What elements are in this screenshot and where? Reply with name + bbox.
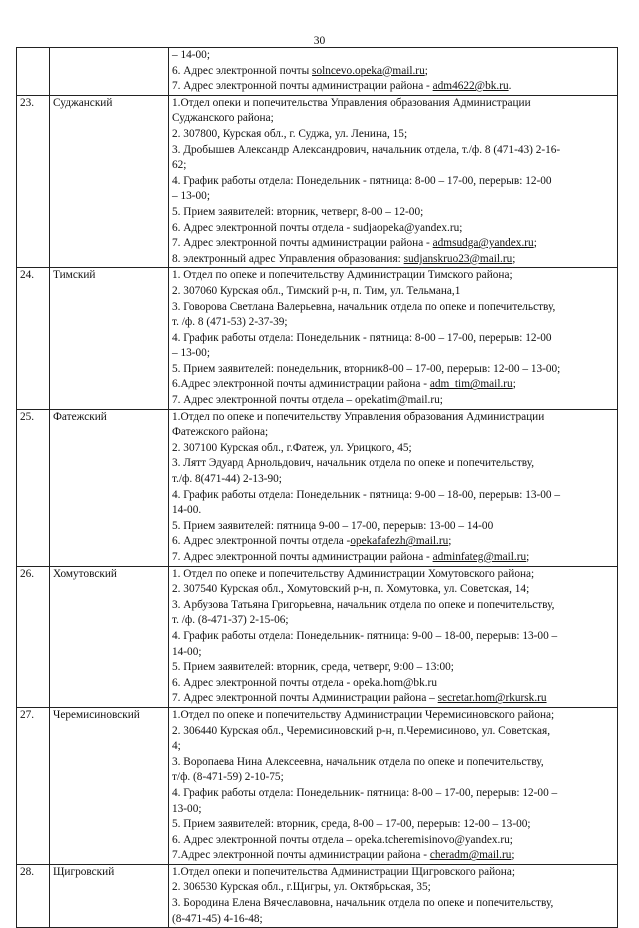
contact-info	[169, 566, 618, 707]
table-row	[17, 409, 618, 566]
info-line-text: 62;	[172, 159, 187, 172]
email-link[interactable]: adminfateg@mail.ru	[432, 551, 527, 563]
email-link[interactable]: opekafafezh@mail.ru	[350, 535, 449, 548]
info-line-text: 13-00;	[172, 802, 202, 815]
info-line-suffix: ;	[511, 849, 515, 862]
info-line-text: 6. Адрес электронной почты отдела - opeka.hom@bk.ru	[172, 676, 437, 689]
row-number: 25.	[17, 409, 50, 566]
info-line-suffix: ;	[424, 64, 428, 77]
info-line	[172, 567, 614, 583]
info-line-text: 2. 306530 Курская обл., г.Щигры, ул. Октябрьская, 35;	[172, 881, 431, 894]
info-line	[172, 300, 614, 316]
info-line	[172, 896, 614, 912]
info-line	[172, 676, 614, 692]
info-line-text: 5. Прием заявителей: понедельник, вторник8-00 – 17-00, перерыв: 12-00 – 13-00;	[172, 362, 561, 375]
info-line-text: Суджанского района;	[172, 112, 274, 125]
info-line-text: т. /ф. (8-471-37) 2-15-06;	[172, 614, 289, 627]
info-line	[172, 629, 614, 645]
contact-info	[169, 268, 618, 409]
districts-table-body	[17, 48, 618, 928]
district-name: Хомутовский	[50, 566, 169, 707]
info-line	[172, 912, 614, 928]
info-line-text: 2. 307800, Курская обл., г. Суджа, ул. Ленина, 15;	[172, 127, 408, 140]
info-line-text: 5. Прием заявителей: вторник, четверг, 8-00 – 12-00;	[172, 205, 424, 218]
row-number: 23.	[17, 95, 50, 268]
info-line-suffix: ;	[526, 551, 530, 563]
info-line	[172, 817, 614, 833]
district-name: Щигровский	[50, 864, 169, 927]
info-line	[172, 410, 614, 426]
info-line-suffix: ;	[512, 378, 516, 391]
info-line-text: Фатежского района;	[172, 426, 269, 439]
contact-info	[169, 409, 618, 566]
table-row	[17, 566, 618, 707]
info-line-text: 2. 307540 Курская обл., Хомутовский р-н, п. Хомутовка, ул. Советская, 14;	[172, 583, 530, 596]
email-link[interactable]: secretar.hom@rkursk.ru	[437, 692, 547, 705]
info-line	[172, 456, 614, 472]
page-number: 30	[313, 35, 326, 47]
row-number	[17, 48, 50, 96]
info-line-text: 14-00.	[172, 504, 202, 517]
info-line-text: 3. Воропаева Нина Алексеевна, начальник отдела по опеке и попечительству,	[172, 755, 544, 768]
district-name: Суджанский	[50, 95, 169, 268]
info-line	[172, 331, 614, 347]
email-link[interactable]: adm_tim@mail.ru	[429, 378, 513, 391]
info-line-text: 4. График работы отдела: Понедельник - пятница: 8-00 – 17-00, перерыв: 12-00	[172, 331, 552, 344]
info-line-text: 4;	[172, 740, 181, 753]
email-link[interactable]: solncevo.opeka@mail.ru	[312, 64, 425, 77]
district-name: Фатежский	[50, 409, 169, 566]
info-line-text: т./ф. 8(471-44) 2-13-90;	[172, 473, 282, 486]
info-line-text: 7. Адрес электронной почты администрации района -	[172, 237, 433, 250]
info-line-text: 14-00;	[172, 645, 202, 658]
table-row	[17, 268, 618, 409]
info-line	[172, 519, 614, 535]
info-line	[172, 550, 614, 566]
info-line	[172, 346, 614, 362]
info-line-text: 2. 306440 Курская обл., Черемисиновский р-н, п.Черемисиново, ул. Советская,	[172, 724, 551, 737]
row-number: 26.	[17, 566, 50, 707]
info-line	[172, 488, 614, 504]
info-line-suffix: ;	[512, 252, 516, 265]
info-line-text: 3. Арбузова Татьяна Григорьевна, начальник отдела по опеке и попечительству,	[172, 598, 555, 611]
info-line-text: 1.Отдел по опеке и попечительству Управления образования Администрации	[172, 410, 545, 423]
info-line-suffix: ;	[533, 237, 537, 250]
info-line	[172, 786, 614, 802]
info-line-text: 1.Отдел опеки и попечительства Администрации Щигровского района;	[172, 865, 515, 878]
info-line	[172, 708, 614, 724]
info-line	[172, 645, 614, 661]
info-line	[172, 691, 614, 707]
info-line	[172, 755, 614, 771]
info-line-text: 7. Адрес электронной почты отдела – opekatim@mail.ru;	[172, 394, 443, 407]
info-line-text: 6. Адрес электронной почты отдела -	[172, 535, 351, 548]
email-link[interactable]: cheradm@mail.ru	[429, 849, 512, 862]
info-line	[172, 96, 614, 112]
info-line-text: 3. Лятт Эдуард Арнольдович, начальник отдела по опеке и попечительству,	[172, 457, 535, 470]
info-line	[172, 582, 614, 598]
info-line-text: 6. Адрес электронной почты отдела – opeka.tcheremisinovo@yandex.ru;	[172, 833, 513, 846]
table-row	[17, 95, 618, 268]
info-line	[172, 770, 614, 786]
info-line-text: 6. Адрес электронной почты	[172, 64, 313, 77]
contact-info	[169, 707, 618, 864]
info-line	[172, 362, 614, 378]
info-line	[172, 865, 614, 881]
info-line	[172, 189, 614, 205]
info-line	[172, 268, 614, 284]
table-row	[17, 48, 618, 96]
info-line	[172, 64, 614, 80]
row-number: 28.	[17, 864, 50, 927]
info-line-text: 4. График работы отдела: Понедельник - пятница: 9-00 – 18-00, перерыв: 13-00 –	[172, 488, 561, 501]
info-line-text: 2. 307100 Курская обл., г.Фатеж, ул. Урицкого, 45;	[172, 441, 412, 454]
info-line-text: 4. График работы отдела: Понедельник - пятница: 8-00 – 17-00, перерыв: 12-00	[172, 174, 552, 187]
info-line	[172, 441, 614, 457]
info-line-text: 4. График работы отдела: Понедельник- пятница: 9-00 – 18-00, перерыв: 13-00 –	[172, 629, 558, 642]
info-line	[172, 127, 614, 143]
email-link[interactable]: sudjanskruo23@mail.ru	[403, 252, 513, 265]
info-line	[172, 598, 614, 614]
info-line-text: – 13-00;	[172, 347, 210, 360]
row-number: 27.	[17, 707, 50, 864]
info-line	[172, 221, 614, 237]
info-line	[172, 48, 614, 64]
table-row	[17, 864, 618, 927]
info-line	[172, 143, 614, 159]
info-line-text: (8-471-45) 4-16-48;	[172, 912, 263, 925]
info-line-text: 3. Бородина Елена Вячеславовна, начальник отдела по опеке и попечительству,	[172, 897, 554, 910]
info-line-text: 5. Прием заявителей: вторник, среда, 8-00 – 17-00, перерыв: 12-00 – 13-00;	[172, 818, 531, 831]
info-line-text: 1.Отдел по опеке и попечительству Администрации Черемисиновского района;	[172, 708, 555, 721]
info-line-suffix: ;	[448, 535, 452, 548]
info-line-text: 3. Говорова Светлана Валерьевна, начальник отдела по опеке и попечительству,	[172, 300, 556, 313]
info-line-text: 1. Отдел по опеке и попечительству Администрации Хомутовского района;	[172, 567, 535, 580]
info-line-text: 4. График работы отдела: Понедельник- пятница: 8-00 – 17-00, перерыв: 12-00 –	[172, 786, 558, 799]
info-line	[172, 236, 614, 252]
info-line-text: 5. Прием заявителей: вторник, среда, четверг, 9:00 – 13:00;	[172, 661, 454, 674]
info-line	[172, 377, 614, 393]
info-line-text: 8. электронный адрес Управления образования:	[172, 252, 404, 265]
district-name: Тимский	[50, 268, 169, 409]
info-line	[172, 284, 614, 300]
contact-info	[169, 864, 618, 927]
email-link[interactable]: adm4622@bk.ru	[432, 80, 509, 93]
info-line	[172, 472, 614, 488]
info-line	[172, 503, 614, 519]
table-row	[17, 707, 618, 864]
info-line-text: 1.Отдел опеки и попечительства Управления образования Администрации	[172, 96, 531, 109]
info-line	[172, 613, 614, 629]
info-line	[172, 534, 614, 550]
info-line	[172, 425, 614, 441]
info-line	[172, 79, 614, 95]
info-line-text: – 13-00;	[172, 190, 210, 203]
info-line	[172, 393, 614, 409]
info-line-text: т/ф. (8-471-59) 2-10-75;	[172, 771, 284, 784]
info-line-text: 1. Отдел по опеке и попечительству Администрации Тимского района;	[172, 269, 513, 282]
info-line-text: 7. Адрес электронной почты администрации района -	[172, 80, 433, 93]
info-line	[172, 174, 614, 190]
info-line	[172, 848, 614, 864]
contact-info	[169, 95, 618, 268]
info-line-text: 6. Адрес электронной почты отдела - sudjaopeka@yandex.ru;	[172, 221, 463, 234]
info-line-suffix: .	[508, 80, 512, 93]
info-line	[172, 724, 614, 740]
districts-table	[16, 47, 618, 928]
info-line	[172, 111, 614, 127]
district-name	[50, 48, 169, 96]
info-line	[172, 880, 614, 896]
info-line	[172, 802, 614, 818]
info-line	[172, 252, 614, 268]
info-line-text: 7. Адрес электронной почты администрации района -	[172, 551, 433, 563]
info-line-text: 6.Адрес электронной почты администрации района -	[172, 378, 430, 391]
row-number: 24.	[17, 268, 50, 409]
info-line-text: т. /ф. 8 (471-53) 2-37-39;	[172, 316, 288, 329]
info-line-text: – 14-00;	[172, 49, 210, 61]
info-line-text: 3. Дробышев Александр Александрович, начальник отдела, т./ф. 8 (471-43) 2-16-	[172, 143, 561, 156]
info-line	[172, 833, 614, 849]
info-line-text: 7.Адрес электронной почты администрации района -	[172, 849, 430, 862]
info-line	[172, 315, 614, 331]
info-line-text: 7. Адрес электронной почты Администрации района –	[172, 692, 438, 705]
info-line-text: 2. 307060 Курская обл., Тимский р-н, п. Тим, ул. Тельмана,1	[172, 284, 461, 297]
district-name: Черемисиновский	[50, 707, 169, 864]
email-link[interactable]: admsudga@yandex.ru	[432, 237, 534, 250]
info-line	[172, 660, 614, 676]
info-line	[172, 205, 614, 221]
info-line-text: 5. Прием заявителей: пятница 9-00 – 17-00, перерыв: 13-00 – 14-00	[172, 519, 494, 532]
info-line	[172, 739, 614, 755]
contact-info	[169, 48, 618, 96]
info-line	[172, 158, 614, 174]
